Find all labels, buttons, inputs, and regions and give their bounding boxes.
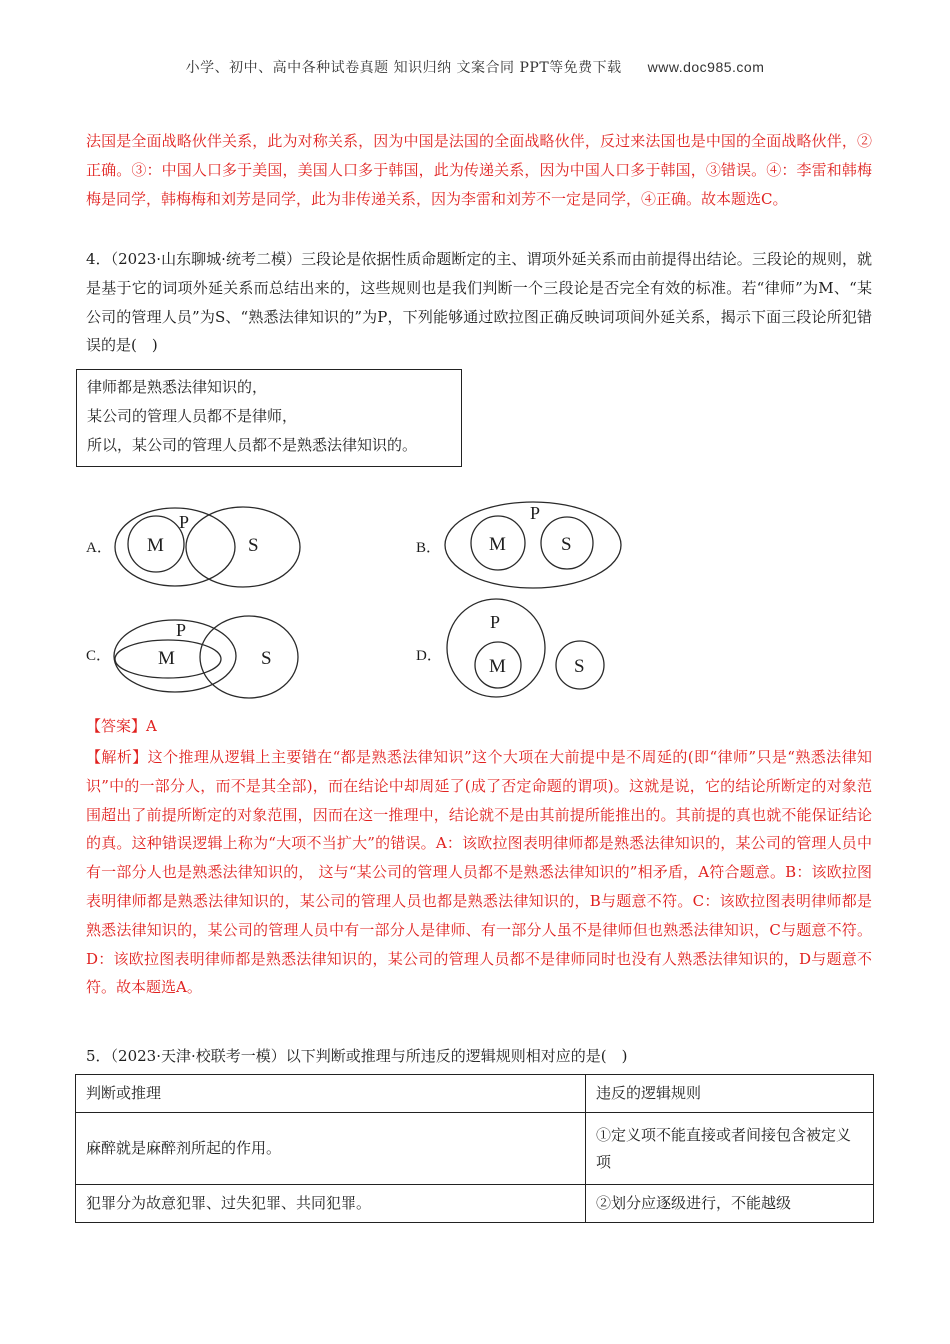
- header-text: 小学、初中、高中各种试卷真题 知识归纳 文案合同 PPT等免费下载: [185, 60, 622, 76]
- syllogism-line: 所以，某公司的管理人员都不是熟悉法律知识的。: [87, 436, 418, 454]
- circle-p: [114, 620, 236, 692]
- table-row: [76, 1113, 874, 1185]
- option-a[interactable]: [86, 507, 300, 587]
- option-c-label: C．: [86, 648, 112, 664]
- analysis-text: 这个推理从逻辑上主要错在“都是熟悉法律知识”这个大项在大前提中是不周延的(即“律师”只是“熟悉法律知识”中的一部分人，而不是其全部)，而在结论中却周延了(成了否定命题的谓项)。这就是说，它的结论所断定的对象范围超出了前提所断定的对象范围，因而在这一推理中，结论就不是由其前提所能推出的。其前提的真也就不能保证结论的真。这种错误逻辑上称为“大项不当扩大”的错误。A：该欧拉图表明律师都是熟悉法律知识的，某公司的管理人员中有一部分人也是熟悉法律知识的， 这与“某公司的管理人员都不是熟悉法律知识的”相矛盾，A符合题意。B：该欧拉图表明律师都是熟悉法律知识的，某公司的管理人员也都是熟悉法律知识的，B与题意不符。C：该欧拉图表明律师都是熟悉法律知识的，某公司的管理人员中有一部分人是律师、有一部分人虽不是律师但也熟悉法律知识，C与题意不符。D：该欧拉图表明律师都是熟悉法律知识的，某公司的管理人员都不是律师同时也没有人熟悉法律知识的，D与题意不符。故本题选A。: [86, 748, 872, 997]
- circle-p: [115, 508, 235, 586]
- question-4-stem: 4．（2023·山东聊城·统考二模）三段论是依据性质命题断定的主、谓项外延关系而由前提得出结论。三段论的规则，就是基于它的词项外延关系而总结出来的，这些规则也是我们判断一个三段论是否完全有效的标准。若“律师”为M、“某公司的管理人员”为S、“熟悉法律知识的”为P，下列能够通过欧拉图正确反映词项间外延关系，揭示下面三段论所犯错误的是( ): [86, 250, 872, 355]
- option-b-label: B．: [416, 540, 442, 556]
- circle-s: [186, 507, 300, 587]
- table-cell: ①定义项不能直接或者间接包含被定义项: [586, 1113, 874, 1185]
- question-5-table: [75, 1074, 874, 1223]
- label-p: P: [530, 503, 541, 523]
- option-d-label: D．: [416, 648, 442, 664]
- table-header-cell: 判断或推理: [76, 1075, 586, 1113]
- answer-value: A: [146, 717, 157, 735]
- question-5-stem: 5．（2023·天津·校联考一模）以下判断或推理与所违反的逻辑规则相对应的是( ): [86, 1047, 628, 1065]
- answer-line: [86, 712, 872, 741]
- label-m: M: [489, 534, 506, 555]
- label-s: S: [248, 535, 259, 556]
- label-p: P: [179, 512, 190, 532]
- option-a-label: A．: [86, 540, 112, 556]
- circle-s: [200, 616, 298, 698]
- label-p: P: [176, 620, 187, 640]
- syllogism-line: 律师都是熟悉法律知识的，: [87, 378, 268, 396]
- table-header-cell: 违反的逻辑规则: [586, 1075, 874, 1113]
- table-cell: 犯罪分为故意犯罪、过失犯罪、共同犯罪。: [76, 1185, 586, 1223]
- answer-tag: 【答案】: [86, 717, 147, 735]
- label-m: M: [147, 535, 164, 556]
- table-cell: ②划分应逐级进行，不能越级: [586, 1185, 874, 1223]
- table-header-row: [76, 1075, 874, 1113]
- label-m: M: [489, 656, 506, 677]
- syllogism-line: 某公司的管理人员都不是律师，: [87, 407, 298, 425]
- analysis-paragraph: [86, 743, 872, 1002]
- option-d[interactable]: [416, 599, 604, 697]
- label-s: S: [574, 656, 585, 677]
- option-b[interactable]: [416, 502, 621, 588]
- table-cell: 麻醉就是麻醉剂所起的作用。: [76, 1113, 586, 1185]
- analysis-tag: 【解析】: [86, 748, 148, 766]
- intro-paragraph: 法国是全面战略伙伴关系，此为对称关系，因为中国是法国的全面战略伙伴，反过来法国也是中国的全面战略伙伴，②正确。③：中国人口多于美国，美国人口多于韩国，此为传递关系，因为中国人口多于韩国，③错误。④：李雷和韩梅梅是同学，韩梅梅和刘芳是同学，此为非传递关系，因为李雷和刘芳不一定是同学，④正确。故本题选C。: [86, 132, 872, 208]
- label-m: M: [158, 648, 175, 669]
- header-site[interactable]: www.doc985.com: [647, 59, 765, 75]
- table-row: [76, 1185, 874, 1223]
- option-c[interactable]: [86, 616, 298, 698]
- label-s: S: [561, 534, 572, 555]
- label-p: P: [490, 612, 501, 632]
- label-s: S: [261, 648, 272, 669]
